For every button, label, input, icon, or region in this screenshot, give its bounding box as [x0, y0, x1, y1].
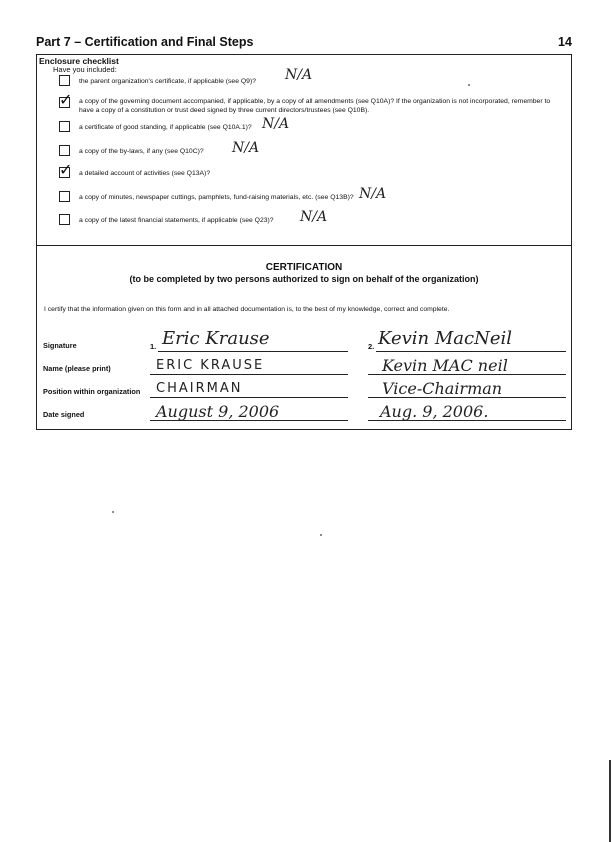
- enclosure-checklist-subtitle: Have you included:: [53, 65, 117, 74]
- check-mark-icon: ✓: [59, 90, 73, 109]
- page-title: Part 7 – Certification and Final Steps: [36, 35, 254, 49]
- signer-2-position[interactable]: Vice-Chairman: [382, 379, 503, 398]
- certification-statement: I certify that the information given on this form and in all attached documentation is, to the best of my knowledge, correct and complete.: [44, 306, 450, 313]
- signer-2-signature[interactable]: Kevin MacNeil: [378, 328, 513, 349]
- signer-1-signature[interactable]: Eric Krause: [162, 328, 270, 349]
- checkbox-minutes-materials[interactable]: [59, 191, 70, 202]
- section-divider: [36, 245, 572, 246]
- signer-2-number: 2.: [368, 342, 375, 351]
- signer-1-name-line: [150, 374, 348, 375]
- na-note-by-laws: N/A: [232, 140, 260, 156]
- certification-title: CERTIFICATION: [265, 262, 343, 273]
- checkbox-parent-certificate[interactable]: [59, 75, 70, 86]
- signer-1-date[interactable]: August 9, 2006: [156, 402, 280, 421]
- check-mark-icon: ✓: [59, 160, 73, 179]
- signer-1-position-line: [150, 397, 348, 398]
- page-number: 14: [558, 35, 572, 49]
- signature-label: Signature: [43, 341, 77, 350]
- scan-edge-shadow: [609, 760, 611, 842]
- item-financial-statements-text: a copy of the latest financial statements, if applicable (see Q23)?: [79, 217, 274, 224]
- scan-speck: [468, 84, 470, 86]
- item-activities-account-text: a detailed account of activities (see Q13A)?: [79, 170, 211, 177]
- signer-2-signature-line: [376, 351, 566, 352]
- na-note-parent-certificate: N/A: [285, 67, 313, 83]
- position-label: Position within organization: [43, 387, 141, 396]
- checkbox-good-standing[interactable]: [59, 121, 70, 132]
- item-by-laws-text: a copy of the by-laws, if any (see Q10C)?: [79, 148, 204, 155]
- certification-subtitle: (to be completed by two persons authorized to sign on behalf of the organization): [129, 274, 479, 284]
- item-governing-document-text: a copy of the governing document accompanied, if applicable, by a copy of all amendments (see Q10A)? If the organization is not incorporated, remember to have a copy of a constitution or trust deed signed by three current directors/trustees (see Q10B).: [79, 98, 551, 114]
- na-note-minutes-materials: N/A: [359, 186, 387, 202]
- signer-1-signature-line: [158, 351, 348, 352]
- na-note-good-standing: N/A: [262, 116, 290, 132]
- name-label: Name (please print): [43, 364, 111, 373]
- item-good-standing-text: a certificate of good standing, if applicable (see Q10A.1)?: [79, 124, 252, 131]
- checkbox-activities-account[interactable]: [59, 160, 73, 179]
- enclosure-checklist-title: Enclosure checklist: [39, 56, 119, 66]
- scan-speck: [112, 511, 114, 513]
- na-note-financial-statements: N/A: [300, 209, 328, 225]
- checkbox-by-laws[interactable]: [59, 145, 70, 156]
- signer-2-name[interactable]: Kevin MAC neil: [382, 356, 508, 375]
- signer-1-position[interactable]: CHAIRMAN: [156, 381, 243, 396]
- item-parent-certificate-text: the parent organization's certificate, if applicable (see Q9)?: [79, 78, 256, 85]
- date-label: Date signed: [43, 410, 85, 419]
- signer-1-number: 1.: [150, 342, 157, 351]
- item-minutes-materials-text: a copy of minutes, newspaper cuttings, pamphlets, fund-raising materials, etc. (see Q13B)?: [79, 194, 354, 201]
- checkbox-governing-document[interactable]: [59, 90, 73, 109]
- signer-2-date[interactable]: Aug. 9, 2006.: [380, 402, 489, 421]
- scan-speck: [320, 534, 322, 536]
- signer-1-name[interactable]: ERIC KRAUSE: [156, 358, 265, 373]
- checkbox-financial-statements[interactable]: [59, 214, 70, 225]
